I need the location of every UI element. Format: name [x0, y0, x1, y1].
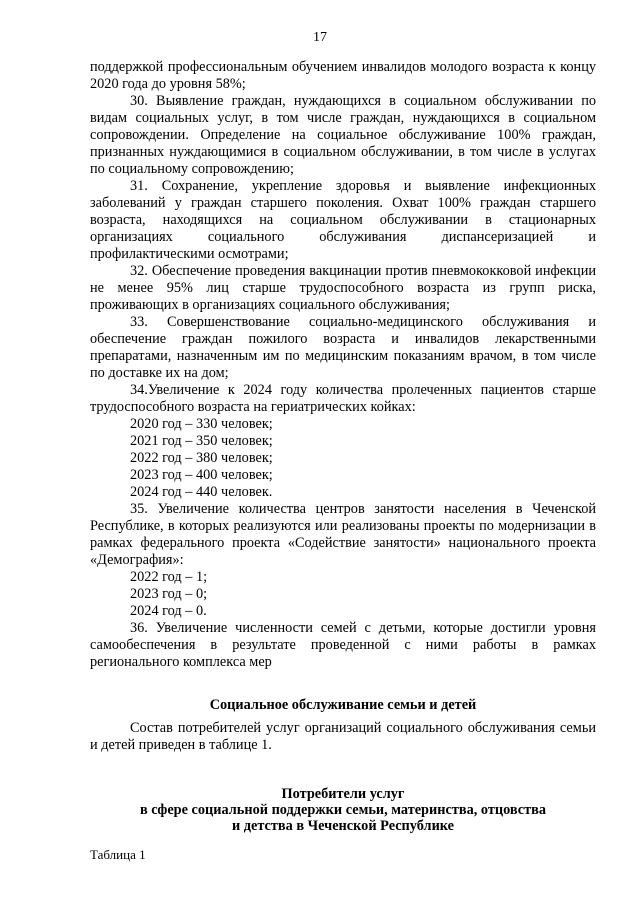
section-heading: Социальное обслуживание семьи и детей: [209, 697, 477, 713]
list-item: 2023 год – 0;: [130, 586, 208, 602]
list-item: 2020 год – 330 человек;: [130, 416, 273, 432]
table-title: [90, 786, 596, 834]
document-body: [90, 59, 596, 863]
paragraph-item-31: 31. Сохранение, укрепление здоровья и выявление инфекционных заболеваний у граждан старшего поколения. Охват 100% граждан старшего возраста, находящихся на социальном обслуживании в стационарных организациях социального обслуживания диспансеризацией и профилактическими осмотрами;: [90, 178, 596, 262]
page-number: 17: [313, 30, 327, 45]
paragraph-item-30: 30. Выявление граждан, нуждающихся в социальном обслуживании по видам социальных услуг, в том числе граждан, нуждающихся в социальном сопровождении. Определение на социальное обслуживание 100% граждан, признанных нуждающимися в социальном обслуживании, в том числе в услугах по социальному сопровождению;: [90, 93, 596, 177]
table-title-line: в сфере социальной поддержки семьи, материнства, отцовства: [139, 802, 547, 818]
list-item: 2024 год – 440 человек.: [130, 484, 273, 500]
paragraph-item-35: 35. Увеличение количества центров занятости населения в Чеченской Республике, в которых реализуются или реализованы проекты по модернизации в рамках федерального проекта «Содействие занятости» национального проекта «Демография»:: [90, 501, 596, 568]
paragraph-item-36: 36. Увеличение численности семей с детьми, которые достигли уровня самообеспечения в результате проведенной с ними работы в рамках регионального комплекса мер: [90, 620, 596, 670]
list-item: 2022 год – 380 человек;: [130, 450, 273, 466]
paragraph-item-32: 32. Обеспечение проведения вакцинации против пневмококковой инфекции не менее 95% лиц старше трудоспособного возраста из групп риска, проживающих в организациях социального обслуживания;: [90, 263, 596, 313]
list-item: 2023 год – 400 человек;: [130, 467, 273, 483]
table-title-line: Потребители услуг: [281, 786, 405, 802]
paragraph-item-34: 34.Увеличение к 2024 году количества пролеченных пациентов старше трудоспособного возраста на гериатрических койках:: [90, 382, 596, 415]
section-paragraph: Состав потребителей услуг организаций социального обслуживания семьи и детей приведен в таблице 1.: [90, 720, 596, 753]
paragraph-item-33: 33. Совершенствование социально-медицинского обслуживания и обеспечение граждан пожилого возраста и инвалидов лекарственными препаратами, назначенным им по медицинским показаниям врачом, в том числе по доставке их на дом;: [90, 314, 596, 381]
table-label: Таблица 1: [90, 847, 146, 862]
list-item: 2021 год – 350 человек;: [130, 433, 273, 449]
list-item: 2024 год – 0.: [130, 603, 207, 619]
table-title-line: и детства в Чеченской Республике: [231, 818, 455, 834]
list-item: 2022 год – 1;: [130, 569, 208, 585]
paragraph: поддержкой профессиональным обучением инвалидов молодого возраста к концу 2020 года до уровня 58%;: [90, 59, 596, 92]
